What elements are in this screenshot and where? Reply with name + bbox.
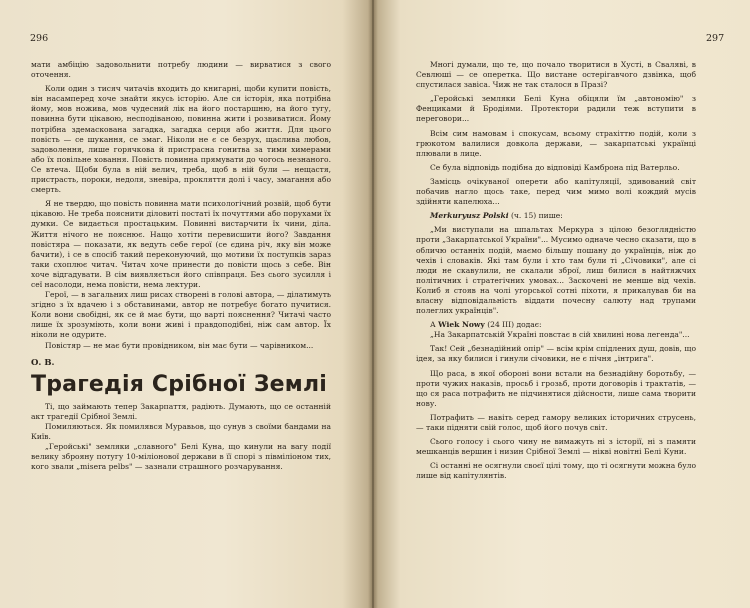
source-detail: (ч. 15) пише: [508, 211, 563, 221]
article-headline: Трагедія Срібної Землі [31, 371, 328, 397]
right-text-column [416, 60, 696, 481]
article-author: О. В. [31, 357, 55, 368]
source-prefix: А [430, 320, 439, 330]
paragraph: мати амбіцію задовольнити потребу людини — вирватися з свого оточення. [31, 60, 331, 80]
paragraph: Потрафить — навіть серед гамору великих історичних струсень, — таки підняти свій голос, щоб його почув світ. [416, 412, 696, 432]
paragraph: Замісць очікуваної оперети або капітуляції, здивований світ побачив нагло щось таке, перед чим мимо волі кождий мусів здійняти капелюха... [416, 176, 696, 207]
paragraph: Сього голосу і сього чину не вимажуть ні з історії, ні з памяти мешканців вершин і низин Срібної Землі — нікві новітні Белі Куни. [416, 437, 696, 457]
paragraph: Що раса, в якої обороні вони встали на безнадійну боротьбу, — проти чужих наказів, просьб і грозьб, проти договорів і трактатів, — що ся раса потрафить не підчинятися дійсности, лише сама творити нову. [416, 368, 696, 408]
paragraph: Сі останні не осягнули своєї цілі тому, що ті осягнути можна було лише від капітулянтів. [416, 461, 696, 481]
paragraph: Многі думали, що те, що почало творитися в Хусті, в Сваляві, в Севлюші — се оперетка. Що вистане остерігавчого дзвінка, щоб спустилася завіса. Чиж не так сталося в Празі? [416, 60, 696, 90]
right-page [374, 0, 750, 608]
source-citation [416, 320, 696, 330]
paragraph: „Геройські" земляки „славного" Белі Куна, що кинули на вагу події велику зброяну потугу 10-міліонової держави в її спорі з півміліоном тих, кого звали „misera pelbs" — зазнали страшного розчарування. [31, 442, 331, 472]
paragraph: Повістяр — не має бути провідником, він має бути — чарівником... [45, 340, 314, 350]
paragraph: Се була відповідь подібна до відповіді Камброна під Ватерльо. [430, 162, 680, 172]
paragraph: Ті, що займають тепер Закарпаття, радіють. Думають, що се останній акт трагедії Срібної Землі. [31, 401, 331, 421]
source-name: Merkuryusz Polski [430, 211, 509, 221]
source-citation [416, 211, 696, 221]
paragraph: Я не твердю, що повість повинна мати психологічний розвій, щоб бути цікавою. Не треба пояснити діловиті постаті їх почуттями або порухами їх думки. Се видається простацьким. Повинні вистарчити їх чини, діла. Життя нічого не пояснює. Нащо хотіти перевисшити його? Завдання повістяра — показати, як ведуть себе герої (се єдина річ, яку він може бачити), і се в спосіб такий переконуючий, що мотиви їх поступків зараз таки схоплює читач. Читач хоче принести до повісти щось з себе. Він хоче відгадувати. В сім виявляється його співпраця. Без сього зусилля і сеї насолоди, нема повісти, нема лектури. [31, 199, 331, 289]
left-page [0, 0, 372, 608]
quotation: „Ми виступали на шпальтах Меркура з цілою безоглядністю проти „Закарпатської України"... Мусимо одначе чесно сказати, що в обличю останніх подій, маємо більшу пошану до українців, ніж до чехів і словаків. Які там були і хто там були ті „Січовики", але сі люди не скавулили, не скалали зброї, лиш билися в найтяжчих політичних і стратегічних умовах... Заскочені не менше від чехів. Колиб я стояв на чолі угорської сотні піхоти, я прикалував би на власну відповідальність віддати почесну салюту над трупами полеглих українців". [416, 225, 696, 316]
paragraph: Коли один з тисяч читачів входить до книгарні, щоби купити повість, він насамперед хоче знайти якусь історію. Але ся історія, яка потрібна йому, мов ножива, мов чудесний лік на його постаршню, на його тугу, повинна бути цікавою, несподіваною, повинна жити і розвиватися. Йому потрібна здемаскована загадка, загадка серця або життя. Для цього повість — се шукання, се змаг. Ніколи не є се безрух, щаслива любов, задоволення, лише горячкова й пристрасна гонитва за тими химерами або їх повільне ховання. Повість повинна прямувати до чогось незнаного. Се втеча. Щоби була в ній велич, треба, щоб в ній були — нещастя, пристрасть, пороки, недоля, зневіра, прокляття долі і часу, змагання або смерть. [31, 84, 331, 195]
paragraph: Помиляються. Як помилявся Муравьов, що сунув з своїми бандами на Київ. [31, 421, 331, 441]
paragraph: „Геройські земляки Белі Куна обіцяли їм „автономію" з Фенциками й Бродіями. Протектори радили теж вступити в переговори... [416, 94, 696, 124]
page-number: 296 [30, 33, 49, 44]
quotation: „На Закарпатській Україні повстає в сій хвилині нова легенда"... [430, 330, 690, 340]
source-name: Wiek Nowy [438, 320, 485, 330]
paragraph: Всім сим намовам і спокусам, всьому страхіттю подій, коли з грюкотом валилися довкола держави, — закарпатські українці плювали в лице. [416, 128, 696, 158]
page-number: 297 [706, 33, 725, 44]
book-gutter [368, 0, 378, 608]
paragraph: Так! Сей „безнадійний опір" — всім крім спідлених душ, довів, що ідея, за яку билися і гинули січовики, не є пічня „інтрига". [416, 344, 696, 364]
left-text-column [31, 60, 331, 472]
source-detail: (24 ІІІ) додає: [484, 320, 542, 330]
paragraph: Герої, — в загальних лиш рисах створені в голові автора, — ділатимуть згідно з їх вдачею і з обставинами, автор не потребує богато пучитися. Коли вони свобідні, як се й має бути, що варті пояснення? Читачі часто лише їх зрозуміють, коли вони живі і правдоподібні, ніж сам автор. Їх ніколи не одурите. [31, 290, 331, 340]
